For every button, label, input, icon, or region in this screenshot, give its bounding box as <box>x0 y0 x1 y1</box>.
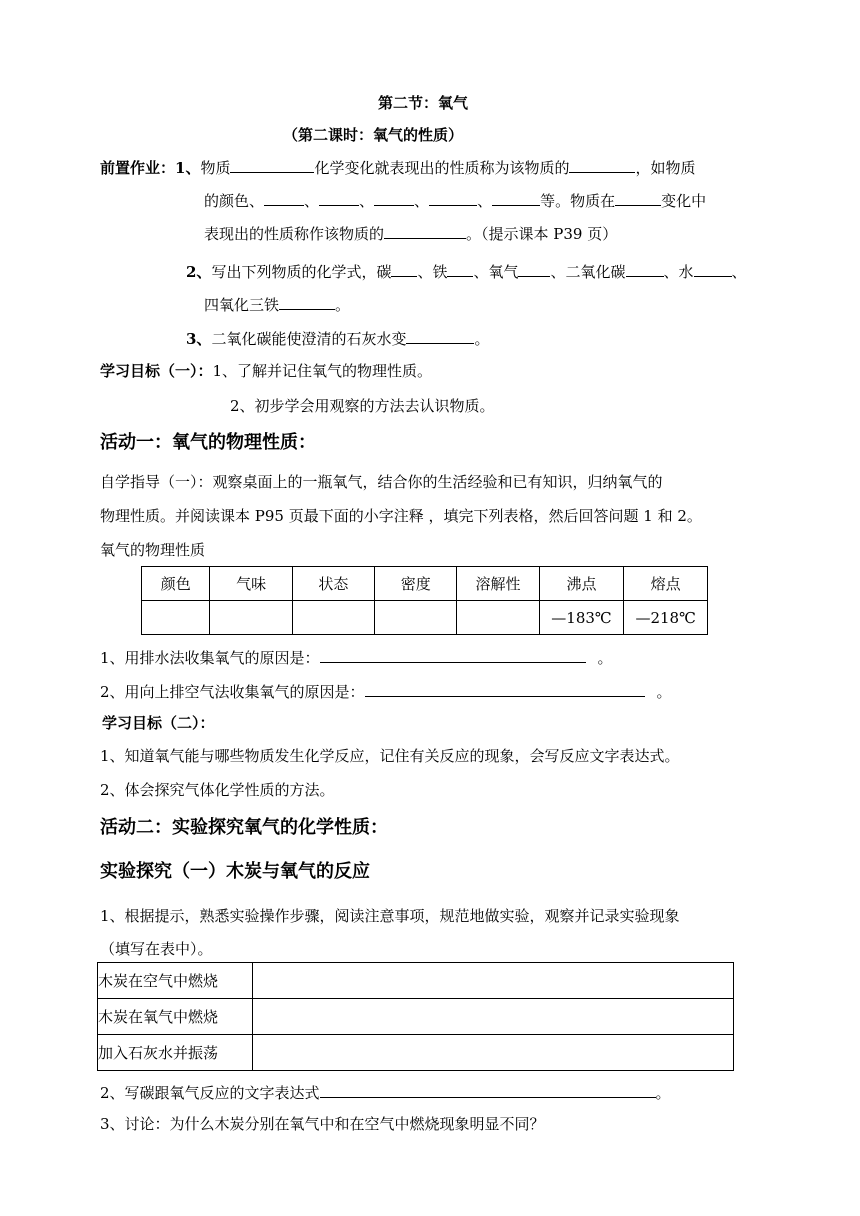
prework-q1-line3: 表现出的性质称作该物质的 。（提示课本 P39 页） <box>204 222 617 244</box>
blank[interactable] <box>279 293 335 310</box>
table-row <box>98 999 734 1035</box>
guide-line1: 自学指导（一）：观察桌面上的一瓶氧气，结合你的生活经验和已有知识，归纳氧气的 <box>100 473 663 491</box>
blank[interactable] <box>569 156 635 173</box>
blank[interactable] <box>447 260 473 277</box>
goal1-line1: 学习目标（一）：1、了解并记住氧气的物理性质。 <box>100 362 433 380</box>
physical-properties-table <box>141 566 708 635</box>
row-label: 木炭在氧气中燃烧 <box>98 999 253 1035</box>
table-header-cell: 颜色 <box>142 567 210 601</box>
table-row <box>98 963 734 999</box>
table-header-cell: 熔点 <box>624 567 708 601</box>
table-row <box>142 601 708 635</box>
goal2-label: 学习目标（二）： <box>102 714 215 732</box>
blank[interactable] <box>626 260 664 277</box>
observation-cell[interactable] <box>253 999 734 1035</box>
table-cell[interactable] <box>210 601 292 635</box>
observation-cell[interactable] <box>253 1035 734 1071</box>
table-cell: —183℃ <box>539 601 624 635</box>
activity1-heading: 活动一：氧气的物理性质： <box>100 432 316 453</box>
row-label: 木炭在空气中燃烧 <box>98 963 253 999</box>
table-cell[interactable] <box>457 601 539 635</box>
page-subtitle: （第二课时：氧气的性质） <box>283 126 464 144</box>
blank[interactable] <box>374 189 414 206</box>
guide-line2: 物理性质。并阅读课本 P95 页最下面的小字注释 ，填完下列表格，然后回答问题 1 和 2。 <box>100 507 702 525</box>
goal2-item1: 1、知道氧气能与哪些物质发生化学反应，记住有关反应的现象，会写反应文字表达式。 <box>100 747 680 765</box>
blank[interactable] <box>384 222 466 239</box>
table-caption: 氧气的物理性质 <box>100 541 206 559</box>
table-header-cell: 密度 <box>375 567 457 601</box>
prework-q1-line2: 的颜色、 、 、 、 、 等。物质在 变化中 <box>204 189 706 211</box>
blank[interactable] <box>615 189 661 206</box>
prework-label: 前置作业： <box>100 159 176 177</box>
prework-q1-line1: 前置作业：1、物质 化学变化就表现出的性质称为该物质的 ，如物质 <box>100 156 696 178</box>
goal1-line2: 2、初步学会用观察的方法去认识物质。 <box>230 397 495 415</box>
blank[interactable] <box>406 327 474 344</box>
blank[interactable] <box>429 189 477 206</box>
observation-cell[interactable] <box>253 963 734 999</box>
step1-line2: （填写在表中）。 <box>100 940 213 958</box>
table-header-cell: 沸点 <box>539 567 624 601</box>
table-header-cell: 气味 <box>210 567 292 601</box>
blank[interactable] <box>320 1081 656 1098</box>
blank[interactable] <box>391 260 417 277</box>
table-cell[interactable] <box>292 601 374 635</box>
step2: 2、写碳跟氧气反应的文字表达式 。 <box>100 1081 671 1103</box>
activity1-q2: 2、用向上排空气法收集氧气的原因是： 。 <box>100 680 672 702</box>
blank[interactable] <box>319 189 359 206</box>
step3: 3、讨论：为什么木炭分别在氧气中和在空气中燃烧现象明显不同？ <box>100 1115 545 1133</box>
blank[interactable] <box>492 189 540 206</box>
charcoal-experiment-table <box>97 962 734 1071</box>
experiment-heading: 实验探究（一）木炭与氧气的反应 <box>100 861 370 882</box>
goal1-label: 学习目标（一）： <box>100 362 213 380</box>
blank[interactable] <box>264 189 304 206</box>
activity2-heading: 活动二：实验探究氧气的化学性质： <box>100 817 388 838</box>
blank[interactable] <box>230 156 314 173</box>
table-cell: —218℃ <box>624 601 708 635</box>
blank[interactable] <box>320 646 586 663</box>
goal2-item2: 2、体会探究气体化学性质的方法。 <box>100 781 335 799</box>
prework-q2-line1: 2、写出下列物质的化学式，碳 、铁 、氧气 、二氧化碳 、水 、 <box>186 260 747 282</box>
table-cell[interactable] <box>142 601 210 635</box>
activity1-q1: 1、用排水法收集氧气的原因是： 。 <box>100 646 613 668</box>
table-header-cell: 状态 <box>292 567 374 601</box>
prework-q2-line2: 四氧化三铁 。 <box>204 293 350 315</box>
step1-line1: 1、根据提示，熟悉实验操作步骤，阅读注意事项，规范地做实验，观察并记录实验现象 <box>100 907 680 925</box>
blank[interactable] <box>365 680 645 697</box>
blank[interactable] <box>518 260 550 277</box>
table-header-cell: 溶解性 <box>457 567 539 601</box>
prework-q3: 3、二氧化碳能使澄清的石灰水变 。 <box>186 327 489 349</box>
table-cell[interactable] <box>375 601 457 635</box>
table-row <box>98 1035 734 1071</box>
page-title: 第二节：氧气 <box>378 94 469 112</box>
blank[interactable] <box>694 260 732 277</box>
row-label: 加入石灰水并振荡 <box>98 1035 253 1071</box>
table-header-row <box>142 567 708 601</box>
